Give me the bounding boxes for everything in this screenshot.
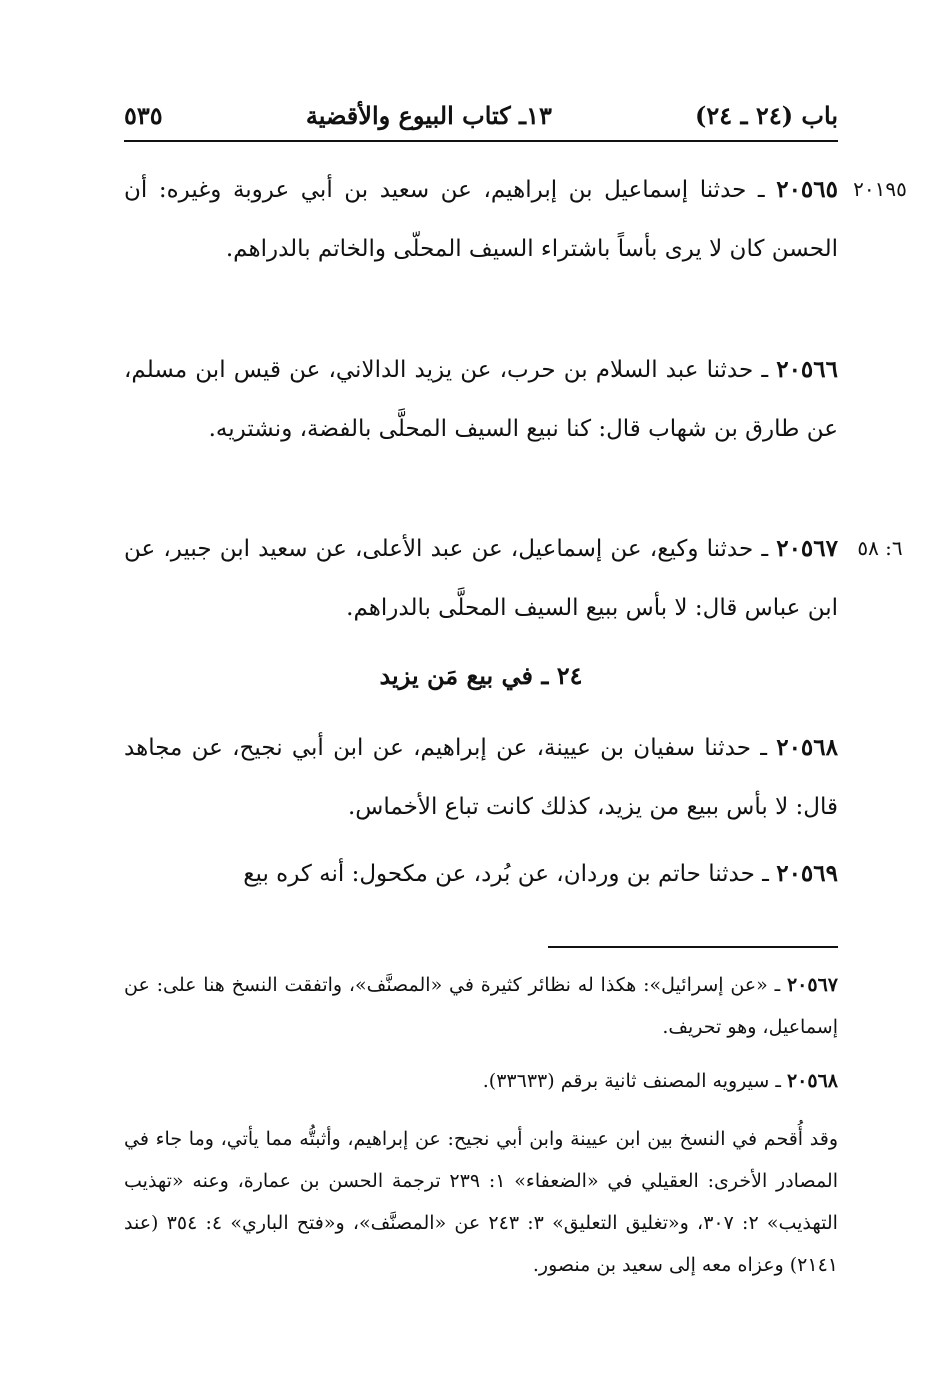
footnote-number: ٢٠٥٦٨ <box>786 1070 838 1092</box>
hadith-entry <box>124 718 838 837</box>
footnote <box>124 964 838 1048</box>
hadith-text: ـ حدثنا وكيع، عن إسماعيل، عن عبد الأعلى، عن سعيد ابن جبير، عن ابن عباس قال: لا بأس ببيع السيف المحلَّى بالدراهم. <box>124 536 838 621</box>
footnote-text: وقد أُقحم في النسخ بين ابن عيينة وابن أبي نجيح: عن إبراهيم، وأثبتُّه مما يأتي، وما جاء في المصادر الأخرى: العقيلي في «الضعفاء» ١: ٢٣٩ ترجمة الحسن بن عمارة، وعنه «تهذيب التهذيب» ٢: ٣٠٧، و«تغليق التعليق» ٣: ٢٤٣ عن «المصنَّف»، و«فتح الباري» ٤: ٣٥٤ (عند ٢١٤١) وعزاه معه إلى سعيد بن منصور. <box>124 1128 838 1276</box>
hadith-number: ٢٠٥٦٥ <box>776 176 838 203</box>
footnote-divider <box>548 946 838 948</box>
book-title: ١٣ـ كتاب البيوع والأقضية <box>305 101 552 130</box>
hadith-entry <box>124 340 838 459</box>
margin-reference: ٢٠١٩٥ <box>853 177 907 201</box>
footnote <box>124 1060 838 1102</box>
page-number: ٥٣٥ <box>124 101 163 130</box>
hadith-number: ٢٠٥٦٧ <box>776 535 838 562</box>
hadith-entry <box>124 160 838 279</box>
hadith-number: ٢٠٥٦٨ <box>776 734 838 761</box>
margin-reference: ٦: ٥٨ <box>857 536 903 560</box>
hadith-text: ـ حدثنا حاتم بن وردان، عن بُرد، عن مكحول: أنه كره بيع <box>243 861 777 887</box>
section-title: ٢٤ ـ في بيع مَن يزيد <box>379 661 583 690</box>
hadith-entry <box>124 844 838 904</box>
header-divider <box>124 140 838 142</box>
footnote-text: ـ «عن إسرائيل»: هكذا له نظائر كثيرة في «المصنَّف»، واتفقت النسخ هنا على: عن إسماعيل، وهو تحريف. <box>124 974 838 1038</box>
footnote-text: ـ سيرويه المصنف ثانية برقم (٣٣٦٣٣). <box>482 1070 787 1092</box>
hadith-text: ـ حدثنا إسماعيل بن إبراهيم، عن سعيد بن أبي عروبة وغيره: أن الحسن كان لا يرى بأساً باشتراء السيف المحلّى والخاتم بالدراهم. <box>124 177 838 262</box>
chapter-label: باب (٢٤ ـ ٢٤) <box>695 101 838 130</box>
hadith-text: ـ حدثنا سفيان بن عيينة، عن إبراهيم، عن ابن أبي نجيح، عن مجاهد قال: لا بأس ببيع من يزيد، كذلك كانت تباع الأخماس. <box>124 735 838 820</box>
hadith-number: ٢٠٥٦٩ <box>776 860 838 887</box>
running-header <box>124 86 838 130</box>
hadith-text: ـ حدثنا عبد السلام بن حرب، عن يزيد الدالاني، عن قيس ابن مسلم، عن طارق بن شهاب قال: كنا نبيع السيف المحلَّى بالفضة، ونشتريه. <box>124 357 838 442</box>
hadith-entry <box>124 519 838 638</box>
footnote <box>124 1118 838 1286</box>
hadith-number: ٢٠٥٦٦ <box>776 356 838 383</box>
footnote-number: ٢٠٥٦٧ <box>786 974 838 996</box>
